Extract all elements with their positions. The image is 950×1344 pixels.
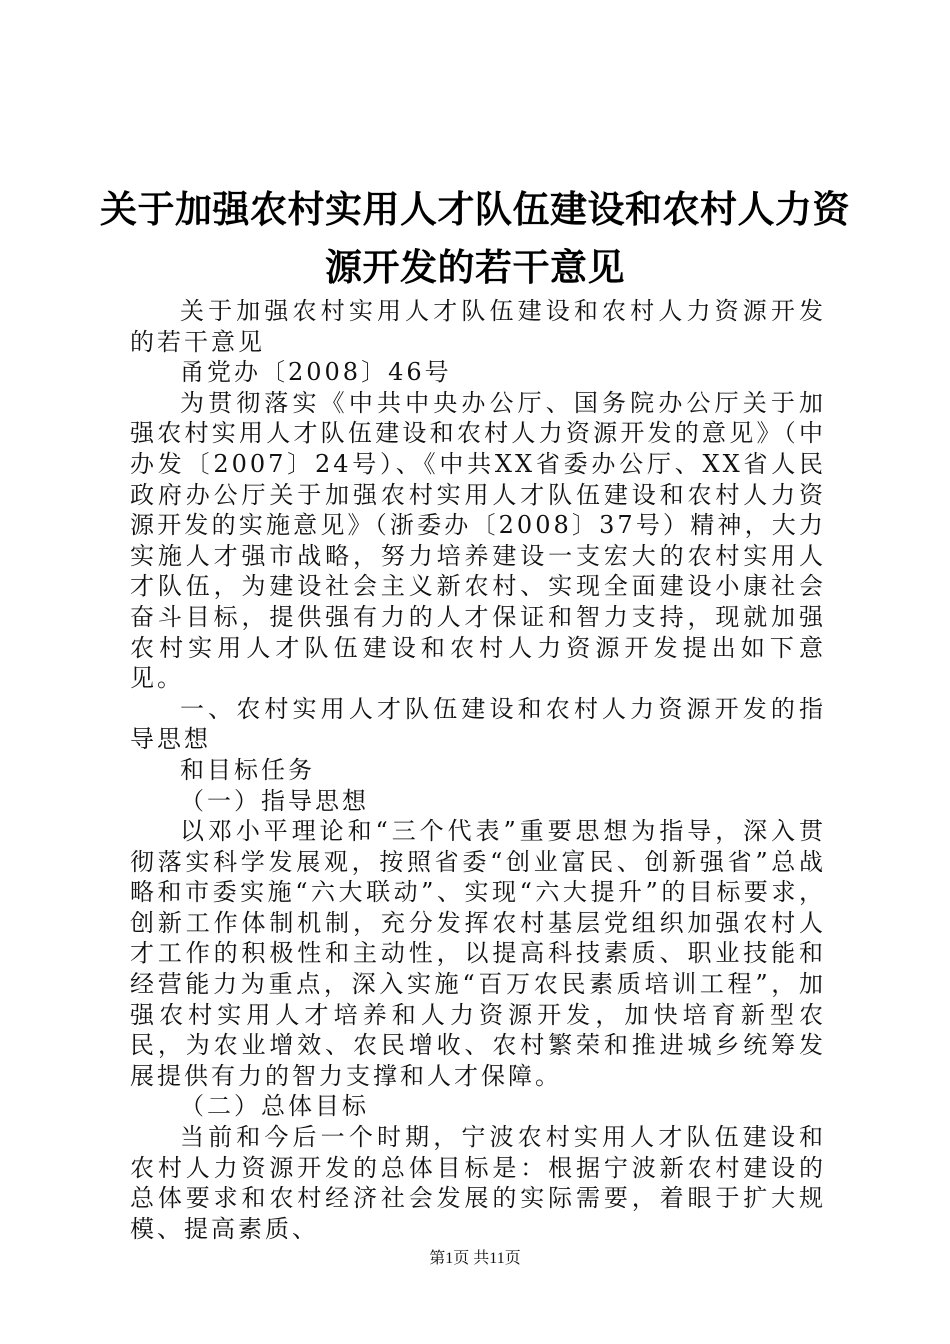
section-heading-1: 一、农村实用人才队伍建设和农村人力资源开发的指导思想 [130, 694, 826, 754]
guiding-ideology-paragraph: 以邓小平理论和“三个代表”重要思想为指导，深入贯彻落实科学发展观，按照省委“创业富民、创新强省”总战略和市委实施“六大联动”、实现“六大提升”的目标要求，创新工作体制机制，充分发挥农村基层党组织加强农村人才工作的积极性和主动性，以提高科技素质、职业技能和经营能力为重点，深入实施“百万农民素质培训工程”，加强农村实用人才培养和人力资源开发，加快培育新型农民，为农业增效、农民增收、农村繁荣和推进城乡统筹发展提供有力的智力支撑和人才保障。 [130, 817, 826, 1090]
page-footer: 第1页 共11页 [429, 1250, 521, 1267]
doc-heading-paragraph: 关于加强农村实用人才队伍建设和农村人力资源开发的若干意见 [130, 297, 826, 356]
intro-paragraph: 为贯彻落实《中共中央办公厅、国务院办公厅关于加强农村实用人才队伍建设和农村人力资源开发的意见》（中办发〔2007〕24号）、《中共XX省委办公厅、XX省人民政府办公厅关于加强农村实用人才队伍建设和农村人力资源开发的实施意见》（浙委办〔2008〕37号）精神，大力实施人才强市战略，努力培养建设一支宏大的农村实用人才队伍，为建设社会主义新农村、实现全面建设小康社会奋斗目标，提供强有力的人才保证和智力支持，现就加强农村实用人才队伍建设和农村人力资源开发提出如下意见。 [130, 388, 826, 693]
doc-number: 甬党办〔2008〕46号 [180, 358, 452, 387]
subsection-heading-2: （二）总体目标 [180, 1092, 369, 1121]
document-body [130, 296, 826, 1244]
section-heading-1-cont: 和目标任务 [180, 755, 315, 784]
document-title-line-2: 源开发的若干意见 [325, 246, 625, 289]
overall-goal-paragraph: 当前和今后一个时期，宁波农村实用人才队伍建设和农村人力资源开发的总体目标是：根据宁波新农村建设的总体要求和农村经济社会发展的实际需要，着眼于扩大规模、提高素质、 [130, 1123, 826, 1243]
document-title-line-1: 关于加强农村实用人才队伍建设和农村人力资 [100, 188, 850, 231]
subsection-heading-1: （一）指导思想 [180, 786, 369, 815]
